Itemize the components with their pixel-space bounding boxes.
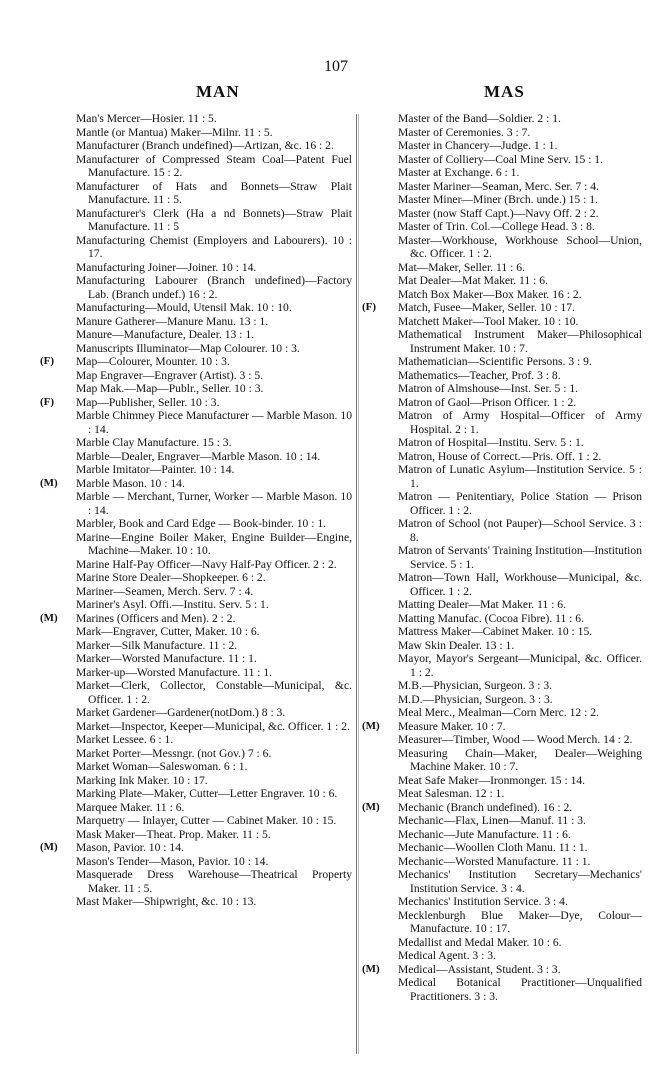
index-entry — [40, 139, 352, 153]
index-entry — [40, 733, 352, 747]
entry-text: Marines (Officers and Men). 2 : 2. — [76, 611, 236, 625]
index-entry — [40, 841, 352, 855]
entry-text: Mechanics' Institution Service. 3 : 4. — [398, 895, 568, 908]
index-entry — [362, 409, 642, 436]
entry-text: Mariner—Seamen, Merch. Serv. 7 : 4. — [76, 584, 254, 598]
entry-text: Matting Manufac. (Cocoa Fibre). 11 : 6. — [398, 611, 584, 625]
entry-text: Measuring Chain—Maker, Dealer—Weighing Machine Maker. 10 : 7. — [398, 746, 642, 773]
entry-text: Mathematician—Scientific Persons. 3 : 9. — [398, 355, 592, 368]
index-entry — [40, 477, 352, 491]
index-entry — [362, 274, 642, 288]
entry-text: Mayor, Mayor's Sergeant—Municipal, &c. Officer. 1 : 2. — [398, 652, 642, 679]
index-entry — [362, 234, 642, 261]
index-entry — [40, 598, 352, 612]
index-entry — [362, 153, 642, 167]
index-entry — [40, 895, 352, 909]
index-entry — [40, 558, 352, 572]
index-entry — [40, 531, 352, 558]
entry-text: Medical Agent. 3 : 3. — [398, 949, 496, 962]
index-entry — [362, 639, 642, 653]
entry-text: Mark—Engraver, Cutter, Maker. 10 : 6. — [76, 625, 260, 638]
index-entry — [362, 814, 642, 828]
index-entry — [362, 706, 642, 720]
index-entry — [362, 207, 642, 221]
index-entry — [362, 693, 642, 707]
entry-text: Map Mak.—Map—Publr., Seller. 10 : 3. — [76, 382, 264, 395]
entry-mark: (M) — [40, 841, 58, 853]
entry-text: Matron of Hospital—Institu. Serv. 5 : 1. — [398, 436, 584, 449]
entry-text: Master of Ceremonies. 3 : 7. — [398, 125, 531, 139]
entry-text: Manufacturing Joiner—Joiner. 10 : 14. — [76, 260, 257, 274]
entry-text: Master at Exchange. 6 : 1. — [398, 166, 520, 179]
index-entry — [362, 220, 642, 234]
index-entry — [362, 963, 642, 977]
entry-text: Meat Salesman. 12 : 1. — [398, 787, 505, 800]
entry-text: Mechanic—Jute Manufacture. 11 : 6. — [398, 827, 571, 841]
entry-text: Matron, House of Correct.—Pris. Off. 1 : 2. — [398, 449, 602, 463]
entry-text: Marble Imitator—Painter. 10 : 14. — [76, 463, 235, 476]
entry-mark: (F) — [362, 301, 377, 313]
index-entry — [362, 720, 642, 734]
entry-text: Market Lessee. 6 : 1. — [76, 733, 174, 746]
index-entry — [40, 801, 352, 815]
index-entry — [362, 895, 642, 909]
entry-text: Masquerade Dress Warehouse—Theatrical Property Maker. 11 : 5. — [76, 868, 352, 895]
entry-text: Manufacturer's Clerk (Ha a nd Bonnets)—Straw Plait Manufacture. 11 : 5 — [76, 206, 352, 233]
index-entry — [40, 652, 352, 666]
entry-text: Mantle (or Mantua) Maker—Milnr. 11 : 5. — [76, 125, 273, 139]
entry-text: Medical—Assistant, Student. 3 : 3. — [398, 962, 561, 976]
index-entry — [362, 909, 642, 936]
entry-text: Manufacturing Chemist (Employers and Labourers). 10 : 17. — [76, 233, 352, 260]
entry-text: Medical Botanical Practitioner—Unqualified Practitioners. 3 : 3. — [398, 976, 642, 1003]
index-entry — [362, 193, 642, 207]
index-entry — [40, 855, 352, 869]
entry-text: Matron of School (not Pauper)—School Service. 3 : 8. — [398, 517, 642, 544]
index-entry — [40, 207, 352, 234]
right-column — [362, 112, 642, 1003]
page-number: 107 — [324, 58, 348, 75]
index-entry — [40, 585, 352, 599]
index-entry — [362, 544, 642, 571]
left-heading: MAN — [196, 82, 240, 101]
entry-text: Marble Chimney Piece Manufacturer — Marble Mason. 10 : 14. — [76, 409, 352, 436]
index-entry — [362, 355, 642, 369]
entry-text: Meal Merc., Mealman—Corn Merc. 12 : 2. — [398, 706, 599, 719]
index-entry — [362, 571, 642, 598]
entry-text: Marine Half-Pay Officer—Navy Half-Pay Officer. 2 : 2. — [76, 557, 337, 571]
index-entry — [40, 153, 352, 180]
entry-text: Mat Dealer—Mat Maker. 11 : 6. — [398, 274, 548, 287]
index-entry — [362, 436, 642, 450]
entry-text: Manufacturing Labourer (Branch undefined)—Factory Lab. (Branch undef.) 16 : 2. — [76, 274, 352, 301]
entry-text: Mattress Maker—Cabinet Maker. 10 : 15. — [398, 625, 593, 638]
index-entry — [362, 180, 642, 194]
entry-text: Marine Store Dealer—Shopkeeper. 6 : 2. — [76, 571, 266, 584]
entry-text: Mechanic—Worsted Manufacture. 11 : 1. — [398, 854, 591, 868]
entry-text: Manufacturer (Branch undefined)—Artizan, &c. 16 : 2. — [76, 139, 334, 152]
index-entry — [362, 936, 642, 950]
entry-text: Marquetry — Inlayer, Cutter — Cabinet Maker. 10 : 15. — [76, 814, 337, 827]
index-entry — [362, 112, 642, 126]
entry-text: Map Engraver—Engraver (Artist). 3 : 5. — [76, 368, 264, 382]
entry-mark: (M) — [362, 962, 380, 975]
left-column — [40, 112, 352, 909]
entry-mark: (M) — [362, 719, 380, 732]
entry-text: Master in Chancery—Judge. 1 : 1. — [398, 139, 558, 152]
entry-text: Marquee Maker. 11 : 6. — [76, 800, 185, 814]
index-entry — [40, 639, 352, 653]
entry-text: Master Mariner—Seaman, Merc. Ser. 7 : 4. — [398, 179, 599, 193]
column-divider — [356, 114, 357, 1054]
index-entry — [362, 787, 642, 801]
entry-text: Marking Ink Maker. 10 : 17. — [76, 773, 208, 787]
entry-text: Mason, Pavior. 10 : 14. — [76, 841, 184, 854]
index-entry — [40, 112, 352, 126]
entry-text: Matron of Lunatic Asylum—Institution Service. 5 : 1. — [398, 463, 642, 490]
entry-text: Mat—Maker, Seller. 11 : 6. — [398, 260, 525, 274]
entry-text: Manufacturer of Hats and Bonnets—Straw Plait Manufacture. 11 : 5. — [76, 179, 352, 206]
index-entry — [362, 450, 642, 464]
entry-text: M.B.—Physician, Surgeon. 3 : 3. — [398, 679, 553, 692]
entry-text: Matron — Penitentiary, Police Station — Prison Officer. 1 : 2. — [398, 490, 642, 517]
entry-text: Marker—Silk Manufacture. 11 : 2. — [76, 638, 238, 652]
entry-text: Maw Skin Dealer. 13 : 1. — [398, 638, 515, 652]
entry-text: Matron of Servants' Training Institution—Institution Service. 5 : 1. — [398, 544, 642, 571]
entry-text: Marker-up—Worsted Manufacture. 11 : 1. — [76, 665, 273, 679]
index-entry — [40, 409, 352, 436]
entry-text: Matron—Town Hall, Workhouse—Municipal, &c. Officer. 1 : 2. — [398, 571, 642, 598]
index-entry — [362, 139, 642, 153]
index-entry — [40, 747, 352, 761]
entry-text: Man's Mercer—Hosier. 11 : 5. — [76, 112, 217, 125]
index-entry — [362, 126, 642, 140]
entry-text: Manuscripts Illuminator—Map Colourer. 10 : 3. — [76, 341, 300, 355]
entry-text: Match Box Maker—Box Maker. 16 : 2. — [398, 287, 582, 301]
entry-text: Mechanic (Branch undefined). 16 : 2. — [398, 800, 573, 814]
entry-text: Matchett Maker—Tool Maker. 10 : 10. — [398, 314, 579, 328]
index-entry — [362, 301, 642, 315]
entry-text: Mason's Tender—Mason, Pavior. 10 : 14. — [76, 854, 269, 868]
entry-text: Marbler, Book and Card Edge — Book-binder. 10 : 1. — [76, 517, 327, 530]
entry-text: Medallist and Medal Maker. 10 : 6. — [398, 935, 562, 949]
index-entry — [40, 612, 352, 626]
entry-text: Marker—Worsted Manufacture. 11 : 1. — [76, 652, 257, 665]
entry-mark: (M) — [362, 800, 380, 813]
entry-text: Map—Publisher, Seller. 10 : 3. — [76, 395, 220, 409]
index-entry — [362, 382, 642, 396]
entry-text: Market Woman—Saleswoman. 6 : 1. — [76, 760, 248, 773]
entry-text: Mecklenburgh Blue Maker—Dye, Colour—Manufacture. 10 : 17. — [398, 908, 642, 935]
index-entry — [40, 571, 352, 585]
index-entry — [40, 679, 352, 706]
index-entry — [362, 166, 642, 180]
index-entry — [362, 868, 642, 895]
entry-text: Manure Gatherer—Manure Manu. 13 : 1. — [76, 314, 269, 328]
entry-text: M.D.—Physician, Surgeon. 3 : 3. — [398, 692, 553, 706]
entry-mark: (M) — [40, 611, 58, 624]
entry-text: Measurer—Timber, Wood — Wood Merch. 14 : 2. — [398, 733, 633, 746]
index-entry — [362, 315, 642, 329]
entry-text: Matron of Almshouse—Inst. Ser. 5 : 1. — [398, 382, 579, 395]
entry-text: Marble — Merchant, Turner, Worker — Marble Mason. 10 : 14. — [76, 490, 352, 517]
entry-mark: (M) — [40, 476, 58, 489]
index-entry — [362, 625, 642, 639]
index-entry — [40, 463, 352, 477]
index-entry — [40, 369, 352, 383]
index-entry — [362, 288, 642, 302]
index-entry — [362, 855, 642, 869]
index-entry — [40, 706, 352, 720]
index-entry — [362, 652, 642, 679]
index-entry — [40, 450, 352, 464]
index-entry — [362, 733, 642, 747]
index-entry — [40, 774, 352, 788]
index-entry — [362, 369, 642, 383]
index-entry — [362, 801, 642, 815]
index-entry — [362, 328, 642, 355]
entry-text: Mechanic—Flax, Linen—Manuf. 11 : 3. — [398, 814, 586, 827]
index-entry — [40, 234, 352, 261]
entry-text: Mechanics' Institution Secretary—Mechanics' Institution Service. 3 : 4. — [398, 868, 642, 895]
index-entry — [40, 301, 352, 315]
entry-text: Map—Colourer, Mounter. 10 : 3. — [76, 355, 230, 368]
index-entry — [362, 612, 642, 626]
entry-text: Manufacturing—Mould, Utensil Mak. 10 : 10. — [76, 301, 292, 314]
entry-text: Master—Workhouse, Workhouse School—Union, &c. Officer. 1 : 2. — [398, 233, 642, 260]
entry-text: Marking Plate—Maker, Cutter—Letter Engraver. 10 : 6. — [76, 787, 338, 800]
index-entry — [40, 342, 352, 356]
index-entry — [40, 180, 352, 207]
index-entry — [40, 868, 352, 895]
index-entry — [40, 814, 352, 828]
index-entry — [362, 598, 642, 612]
entry-text: Matting Dealer—Mat Maker. 11 : 6. — [398, 598, 566, 611]
index-entry — [40, 490, 352, 517]
entry-text: Manure—Manufacture, Dealer. 13 : 1. — [76, 328, 255, 341]
index-entry — [362, 747, 642, 774]
index-entry — [40, 382, 352, 396]
entry-text: Market Gardener—Gardener(notDom.) 8 : 3. — [76, 706, 286, 719]
entry-mark: (F) — [40, 395, 55, 408]
index-entry — [362, 679, 642, 693]
index-entry — [362, 517, 642, 544]
index-entry — [40, 828, 352, 842]
index-entry — [362, 841, 642, 855]
entry-text: Mariner's Asyl. Offi.—Institu. Serv. 5 : 1. — [76, 598, 269, 611]
index-entry — [40, 274, 352, 301]
index-entry — [362, 261, 642, 275]
index-entry — [40, 760, 352, 774]
right-heading: MAS — [484, 82, 525, 101]
entry-text: Master of Trin. Col.—College Head. 3 : 8. — [398, 220, 595, 233]
index-entry — [40, 328, 352, 342]
entry-text: Mast Maker—Shipwright, &c. 10 : 13. — [76, 895, 257, 908]
index-entry — [40, 126, 352, 140]
entry-text: Measure Maker. 10 : 7. — [398, 719, 506, 733]
index-entry — [362, 828, 642, 842]
index-entry — [40, 355, 352, 369]
entry-text: Market—Clerk, Collector, Constable—Municipal, &c. Officer. 1 : 2. — [76, 679, 352, 706]
entry-text: Mathematical Instrument Maker—Philosophical Instrument Maker. 10 : 7. — [398, 328, 642, 355]
index-entry — [362, 463, 642, 490]
entry-text: Mask Maker—Theat. Prop. Maker. 11 : 5. — [76, 827, 271, 841]
entry-text: Manufacturer of Compressed Steam Coal—Patent Fuel Manufacture. 15 : 2. — [76, 152, 352, 179]
entry-text: Market Porter—Messngr. (not Gov.) 7 : 6. — [76, 746, 272, 760]
entry-mark: (F) — [40, 355, 55, 367]
index-entry — [40, 666, 352, 680]
index-entry — [40, 396, 352, 410]
entry-text: Meat Safe Maker—Ironmonger. 15 : 14. — [398, 773, 586, 787]
entry-text: Matron of Gaol—Prison Officer. 1 : 2. — [398, 395, 577, 409]
entry-text: Marble Mason. 10 : 14. — [76, 476, 185, 490]
index-entry — [40, 787, 352, 801]
index-entry — [362, 976, 642, 1003]
index-entry — [40, 315, 352, 329]
entry-text: Match, Fusee—Maker, Seller. 10 : 17. — [398, 301, 575, 314]
index-entry — [40, 517, 352, 531]
entry-text: Mechanic—Woollen Cloth Manu. 11 : 1. — [398, 841, 588, 854]
entry-text: Master (now Staff Capt.)—Navy Off. 2 : 2. — [398, 206, 599, 220]
index-entry — [40, 720, 352, 734]
entry-text: Master of Colliery—Coal Mine Serv. 15 : 1. — [398, 152, 604, 166]
index-entry — [362, 490, 642, 517]
index-entry — [362, 774, 642, 788]
index-entry — [40, 436, 352, 450]
index-entry — [40, 625, 352, 639]
entry-text: Mathematics—Teacher, Prof. 3 : 8. — [398, 368, 561, 382]
index-entry — [362, 396, 642, 410]
entry-text: Matron of Army Hospital—Officer of Army Hospital. 2 : 1. — [398, 409, 642, 436]
entry-text: Marble Clay Manufacture. 15 : 3. — [76, 436, 232, 449]
index-entry — [362, 949, 642, 963]
entry-text: Master Miner—Miner (Brch. unde.) 15 : 1. — [398, 193, 598, 206]
entry-text: Market—Inspector, Keeper—Municipal, &c. Officer. 1 : 2. — [76, 719, 350, 733]
entry-text: Marine—Engine Boiler Maker, Engine Builder—Engine, Machine—Maker. 10 : 10. — [76, 530, 352, 557]
index-entry — [40, 261, 352, 275]
entry-text: Master of the Band—Soldier. 2 : 1. — [398, 112, 561, 125]
entry-text: Marble—Dealer, Engraver—Marble Mason. 10 : 14. — [76, 449, 321, 463]
